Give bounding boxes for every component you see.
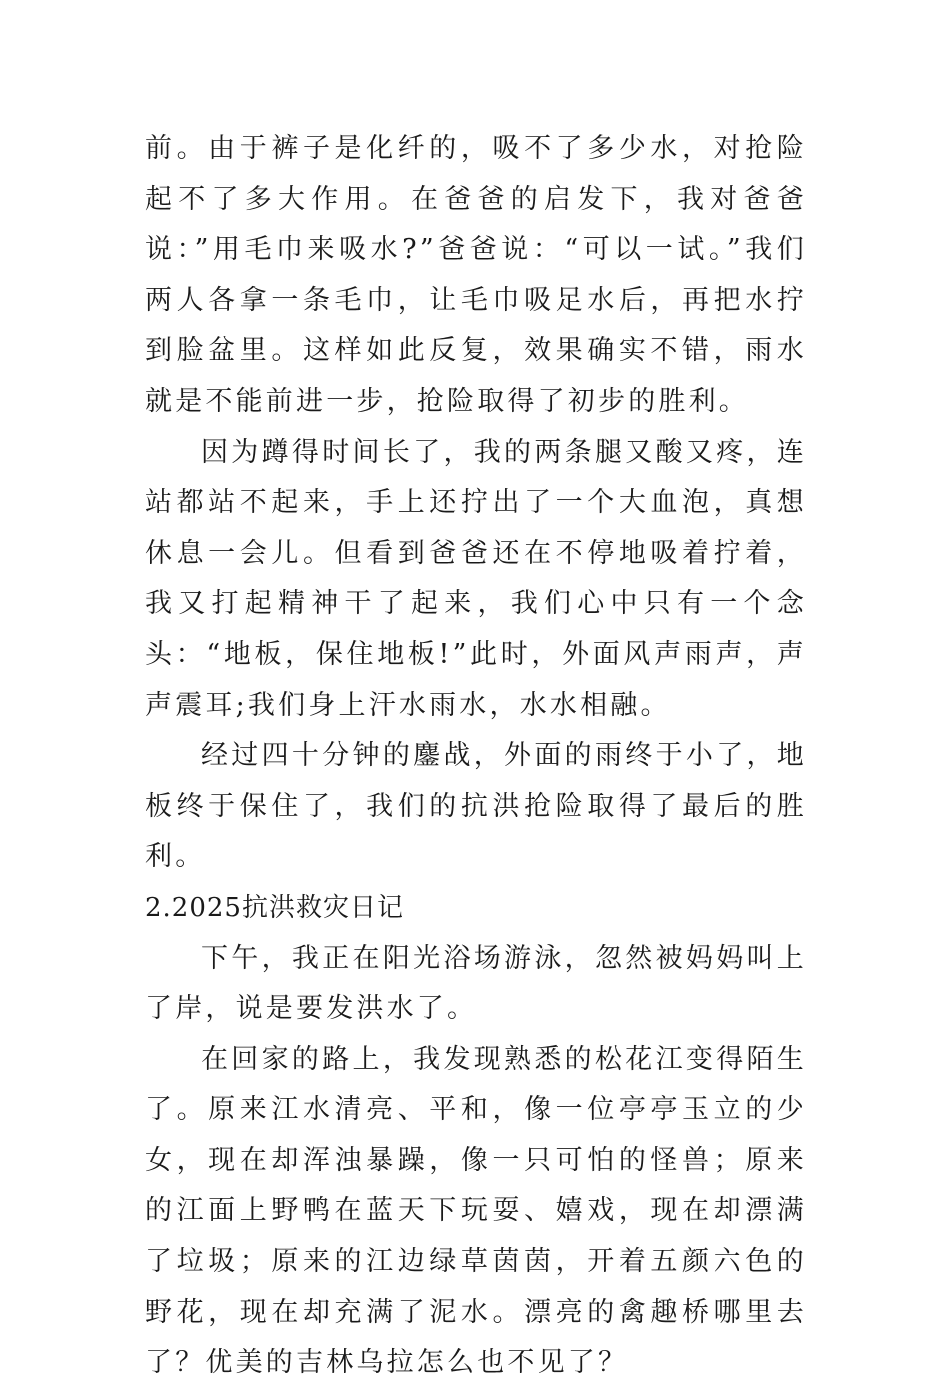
paragraph: 下午，我正在阳光浴场游泳，忽然被妈妈叫上了岸，说是要发洪水了。	[145, 942, 807, 1025]
paragraph: 因为蹲得时间长了，我的两条腿又酸又疼，连站都站不起来，手上还拧出了一个大血泡，真想休息一会儿。但看到爸爸还在不停地吸着拧着，我又打起精神干了起来，我们心中只有一个念头：“地板，保住地板!”此时，外面风声雨声，声声震耳;我们身上汗水雨水，水水相融。	[145, 436, 807, 721]
paragraph-continued: 前。由于裤子是化纤的，吸不了多少水，对抢险起不了多大作用。在爸爸的启发下，我对爸爸说：”用毛巾来吸水?”爸爸说：“可以一试。”我们两人各拿一条毛巾，让毛巾吸足水后，再把水拧到脸盆里。这样如此反复，效果确实不错，雨水就是不能前进一步，抢险取得了初步的胜利。	[145, 133, 807, 417]
paragraph: 经过四十分钟的鏖战，外面的雨终于小了，地板终于保住了，我们的抗洪抢险取得了最后的胜利。	[145, 740, 807, 873]
section-heading: 2.2025抗洪救灾日记	[145, 892, 404, 923]
paragraph: 在回家的路上，我发现熟悉的松花江变得陌生了。原来江水清亮、平和，像一位亭亭玉立的少女，现在却浑浊暴躁，像一只可怕的怪兽；原来的江面上野鸭在蓝天下玩耍、嬉戏，现在却漂满了垃圾；原来的江边绿草茵茵，开着五颜六色的野花，现在却充满了泥水。漂亮的禽趣桥哪里去了？优美的吉林乌拉怎么也不见了？	[145, 1043, 807, 1379]
document-page	[145, 124, 807, 1389]
